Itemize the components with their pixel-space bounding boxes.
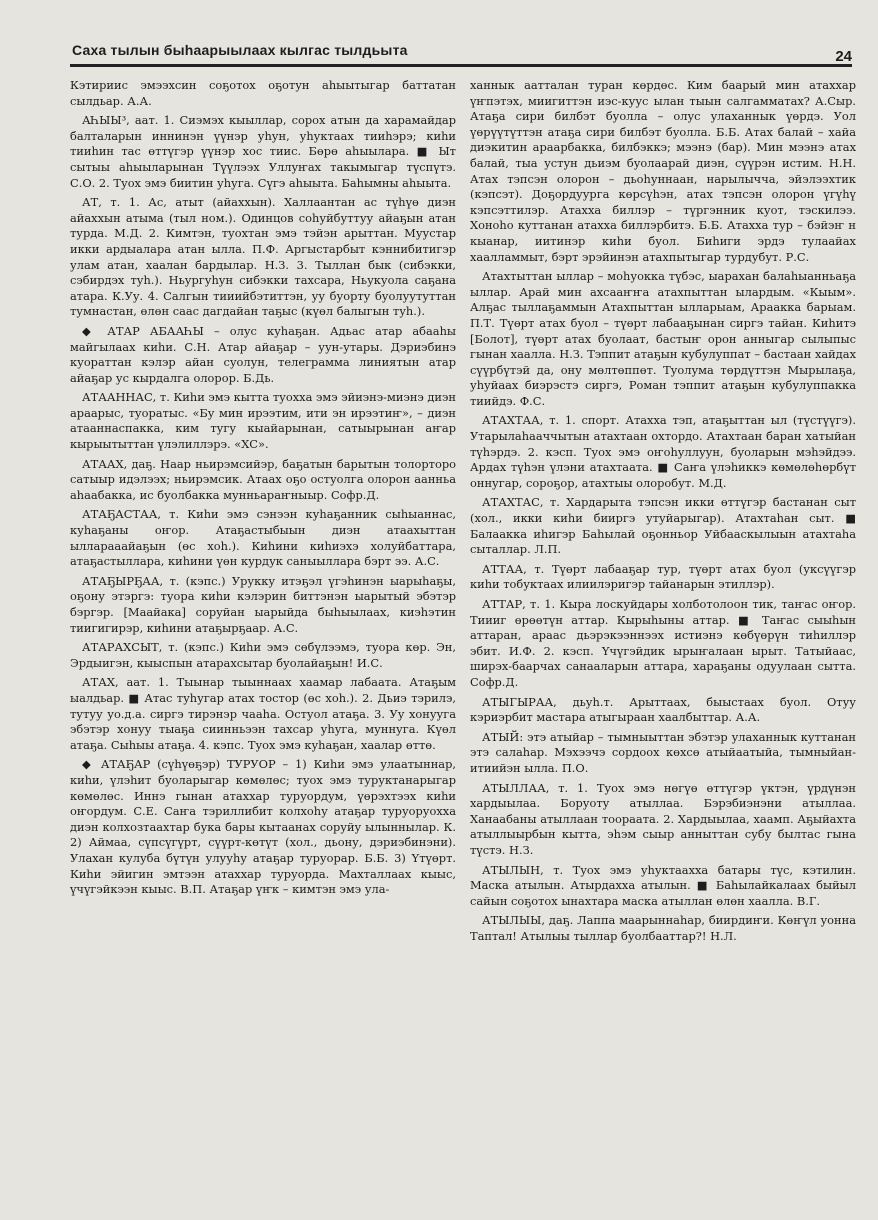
entry-atahtas: АТАХТАС, т. Хардарыта тэпсэн икки өттүгэр бастанан сыт (хол., икки киһи бииргэ утуйарыгар). Атахтаһан сыт. ■ Балаакка иһигэр Баһылай оҕонньор Уйбааскылыын атахтаһа сыталлар. Л.П. bbox=[470, 495, 856, 557]
entry-ahyy: АҺЫЫ³, аат. 1. Сиэмэх кыыллар, сорох атын да харамайдар балталарын иннинэн үүнэр уһун, уһуктаах тииһэрэ; киһи тииһин тас өттүгэр үүнэр хос тиис. Бөрө аһыылара. ■ Ыт сытыы аһыыларынан Түүлээх Уллуҥах такымыгар түспүтэ. С.О. 2. Туох эмэ биитин уһуга. Сүгэ аһыыта. Баһымны аһыыта. bbox=[70, 113, 456, 190]
entry-atylyn: АТЫЛЫН, т. Туох эмэ уһуктаахха батары түс, кэтилин. Маска атылын. Атырдахха атылын. ■ Баһылайкалаах быйыл сайын соҕотох ынахтара маска атыллан өлөн хаалла. В.Г. bbox=[470, 862, 856, 908]
entry-atagastaa: АТАҔАСТАА, т. Киһи эмэ сэнээн куһаҕанник сыһыаннас, куһаҕаны оҥор. Атаҕастыбыын диэн атаахыттан ылларааайаҕын (өс хоһ.). Киһини киһиэхэ холуйбаттара, атаҕастыллара, киһини үөн курдук саныыллара бэрт ээ. А.С. bbox=[70, 507, 456, 569]
entry-ataah: АТААХ, даҕ. Наар ньирэмсийэр, баҕатын барытын толорторо сатыыр идэлээх; ньирэмсик. Атаах оҕо остуолга олорон аанньа аһаабакка, ис буолбакка мунньараҥныыр. Софр.Д. bbox=[70, 456, 456, 502]
entry-atagar-turuor: ◆ АТАҔАР (сүһүөҕэр) ТУРУОР – 1) Киһи эмэ улаатыннар, киһи, үлэһит буоларыгар көмөлөс; туох эмэ туруктанарыгар көмөлөс. Иннэ гынан атаххар туруордум, үөрэхтээх киһи оҥордум. С.Е. Саҥа тэриллибит колхоһу атаҕар туруоруохха диэн колхозтаахтар бука бары кытаанах соруйу ылыннылар. К. 2) Аймаа, сүпсүгүрт, сүүрт-көтүт (хол., дьону, дэриэбинэни). Улахан кулуба бүтүн улууһу атаҕар туруорар. Б.Б. 3) Үтүөрт. Киһи эйигин эмтээн атаххар туруорда. Махталлаах кыыс, үчүгэйкээн кыыс. В.П. Атаҕар үҥк – кимтэн эмэ ула- bbox=[70, 757, 456, 897]
entry-atahtyttan-yllar: Атахтыттан ыллар – моһуокка түбэс, ыарахан балаһыанньаҕа ыллар. Арай мин ахсааҥҥа атахпыттан ылардым. «Кыым». Алҕас тыллаҕаммын Атахпыттан ылларыам, Араакка барыам. П.Т. Түөрт атах буол – түөрт лабааҕынан сиргэ тайан. Киһитэ [Болот], түөрт атах буолаат, бастыҥ орон анныгар сылыпыс гынан хаалла. Н.З. Тэппит атаҕын кубулуппат – бастаан хайдах сүүрбүтэй да, ону мөлтөппөт. Туолума төрдүттэн Мырылаҕа, уһуйаах биэрэстэ сиргэ, Роман тэппит атаҕын кубулуппакка тиийдэ. Ф.С. bbox=[470, 269, 856, 408]
page-number: 24 bbox=[835, 48, 852, 65]
entry-attaa: АТТАА, т. Түөрт лабааҕар тур, түөрт атах буол (уксүүгэр киһи тобуктаах илиилэригэр тайанарын этиллэр). bbox=[470, 561, 856, 592]
right-column bbox=[470, 78, 856, 948]
entry-attar: АТТАР, т. 1. Кыра лоскуйдары холботолоон тик, таҥас оҥор. Тиииг өрөөтүн аттар. Кырыһыны аттар. ■ Таҥас сыыһын аттаран, араас дьэрэкээннээх истиэнэ көбүөрүн тиһиллэр эбит. И.Ф. 2. кэсп. Үчүгэйдик ырыҥалаан ырыт. Татыйаас, ширэх-баарчах санааларын аттара, хараҕаны одуулаан сытта. Софр.Д. bbox=[470, 597, 856, 689]
entry-atygyraa: АТЫГЫРАА, дьуһ.т. Арыттаах, быыстаах буол. Отуу кэриэрбит мастара атыгыраан хаалбыттар. А.А. bbox=[470, 694, 856, 725]
entry-atar-abaahy: ◆ АТАР АБААҺЫ – олус куһаҕан. Адьас атар абааһы майгылаах киһи. С.Н. Атар айаҕар – уун-утары. Дэриэбинэ куораттан кэлэр айан суолун, телеграмма линиятын атар айаҕар ус кырдалга олорор. Б.Дь. bbox=[70, 323, 456, 385]
entry-at: АТ, т. 1. Ас, атыт (айаххын). Халлаантан ас түһүө диэн айаххын атыма (тыл ном.). Одинцов соһуйбуттуу айаҕын атан турда. М.Д. 2. Кимтэн, туохтан эмэ тэйэн арыттан. Муустар икки ардыалара атан ылла. П.Ф. Аргыстарбыт кэннибитигэр улам атан, хаалан бардылар. Н.З. 3. Тыллан бык (сибэкки, сэбирдэх туһ.). Ньургуһун сибэкки тахсара, Ньукуола саҕана атара. К.Уу. 4. Салгын тииийбэтиттэн, уу буорту буолуутуттан тумнастан, өлөн саас дагдайан таҕыс (күөл балыгын туһ.). bbox=[70, 195, 456, 319]
entry-paragraph: ханнык аатталан туран көрдөс. Ким баарый мин атаххар үҥпэтэх, миигиттэн иэс-куус ылан тыын салгамматах? А.Сыр. Атаҕа сири билбэт буолла – олус улаханнык үөрдэ. Уол үөрүүтүттэн атаҕа сири билбэт буолла. Б.Б. Атах балай – хайа диэкитин араарбакка, билбэккэ; мээнэ (бар). Мин мээнэ атах балай, тыа устун дьиэм буолаарай диэн, сүүрэн истим. Н.Н. Атах тэпсэн олорон – дьоһуннаан, нарылычча, эйэлээхтик (кэпсэт). Доҕордуурга көрсүһэн, атах тэпсэн олорон үгүһү кэпсэттилэр. Атахха биллэр – түргэнник куот, тэскилээ. Хоноһо куттанан атахха биллэрбитэ. Б.Б. Атахха тур – бэйэҥ н кыанар, иитинэр киһи буол. Биһиги эрдэ тулаайах хаалламмыт, бэрт эрэйинэн атахпытыгар турдубут. Р.С. bbox=[470, 78, 856, 264]
entry-atannas: АТААННАС, т. Киһи эмэ кытта туохха эмэ эйиэнэ-миэнэ диэн араарыс, туоратыс. «Бу мин ирээтим, ити эн ирээтиҥ», – диэн атааннаспакка, ким тугу кыайарынан, сатыырынан аҥар кырыытыттан үлэлиллэрэ. «ХС». bbox=[70, 390, 456, 452]
running-title: Саха тылын быһаарыылаах кылгас тылдьыта bbox=[72, 42, 408, 58]
entry-ataraxsyt: АТАРАХСЫТ, т. (кэпс.) Киһи эмэ сөбүлээмэ, туора көр. Эн, Эрдыигэн, кыыспын атарахсытар буолайаҕын! И.С. bbox=[70, 640, 456, 670]
left-column bbox=[70, 78, 456, 902]
entry-atah: АТАХ, аат. 1. Тыынар тыыннаах хаамар лабаата. Атаҕым ыалдьар. ■ Атас туһугар атах тостор (өс хоh.). 2. Дьиэ тэрилэ, тутуу уо.д.а. сиргэ тирэнэр чааһа. Остуол атаҕа. 3. Уу хонууга эбэтэр хонуу тыаҕа сиинньээн тахсар уһуга, муннуга. Күөл атаҕа. Сыһыы атаҕа. 4. кэпс. Туох эмэ куһаҕан, хаалар өттө. bbox=[70, 675, 456, 752]
entry-atylyy: АТЫЛЫЫ, даҕ. Лаппа маарыннаһар, биирдиҥи. Көҥүл уонна Таптал! Атылыы тыллар буолбааттар?! Н.Л. bbox=[470, 913, 856, 943]
running-header bbox=[70, 38, 852, 67]
entry-atagyrgaa: АТАҔЫРҔАА, т. (кэпс.) Урукку итэҕэл үгэһинэн ыарыһаҕы, оҕону этэргэ: туора киһи кэлэрин биттэнэн ыарытый эбэтэр бэргэр. [Маайака] соруйан ыарыйда быһыылаах, киэhэтин тиигигирэр, киһини атаҕырҕаар. А.С. bbox=[70, 573, 456, 635]
entry-atyllaa: АТЫЛЛАА, т. 1. Туох эмэ нөгүө өттүгэр үктэн, үрдүнэн хардыылаа. Боруоту атыллаа. Бэрэбиэнэни атыллаа. Ханаабаны атыллаан тоорaата. 2. Хардыылаа, хаамп. Аҕыйахта атыллыырбын кытта, эһэм сыыр анныттан субу былтас гына түстэ. Н.З. bbox=[470, 780, 856, 857]
entry-paragraph: Кэтириис эмээхсин соҕотох оҕотун аһыытыгар баттатан сылдьар. А.А. bbox=[70, 78, 456, 108]
entry-atyi: АТЫЙ: этэ атыйар – тымныыттан эбэтэр улаханнык куттанан этэ салаһар. Мэхээчэ сордоох көхсө атыйаатыйа, тымныйан-итиийэн ылла. П.О. bbox=[470, 729, 856, 775]
entry-atahtaa: АТАХТАА, т. 1. спорт. Атахха тэп, атаҕыттан ыл (түстүүгэ). Утарылаһааччытын атахтаан охтордо. Атахтаан баран хатыйан түһэрдэ. 2. кэсп. Туох эмэ оҥоһуллуун, буоларын мэһэйдээ. Ардах түһэн үлэни атахтаата. ■ Саҥа үлэһиккэ көмөлөһөрбүт оннугар, сороҕор, атахтыы олоробут. М.Д. bbox=[470, 413, 856, 490]
